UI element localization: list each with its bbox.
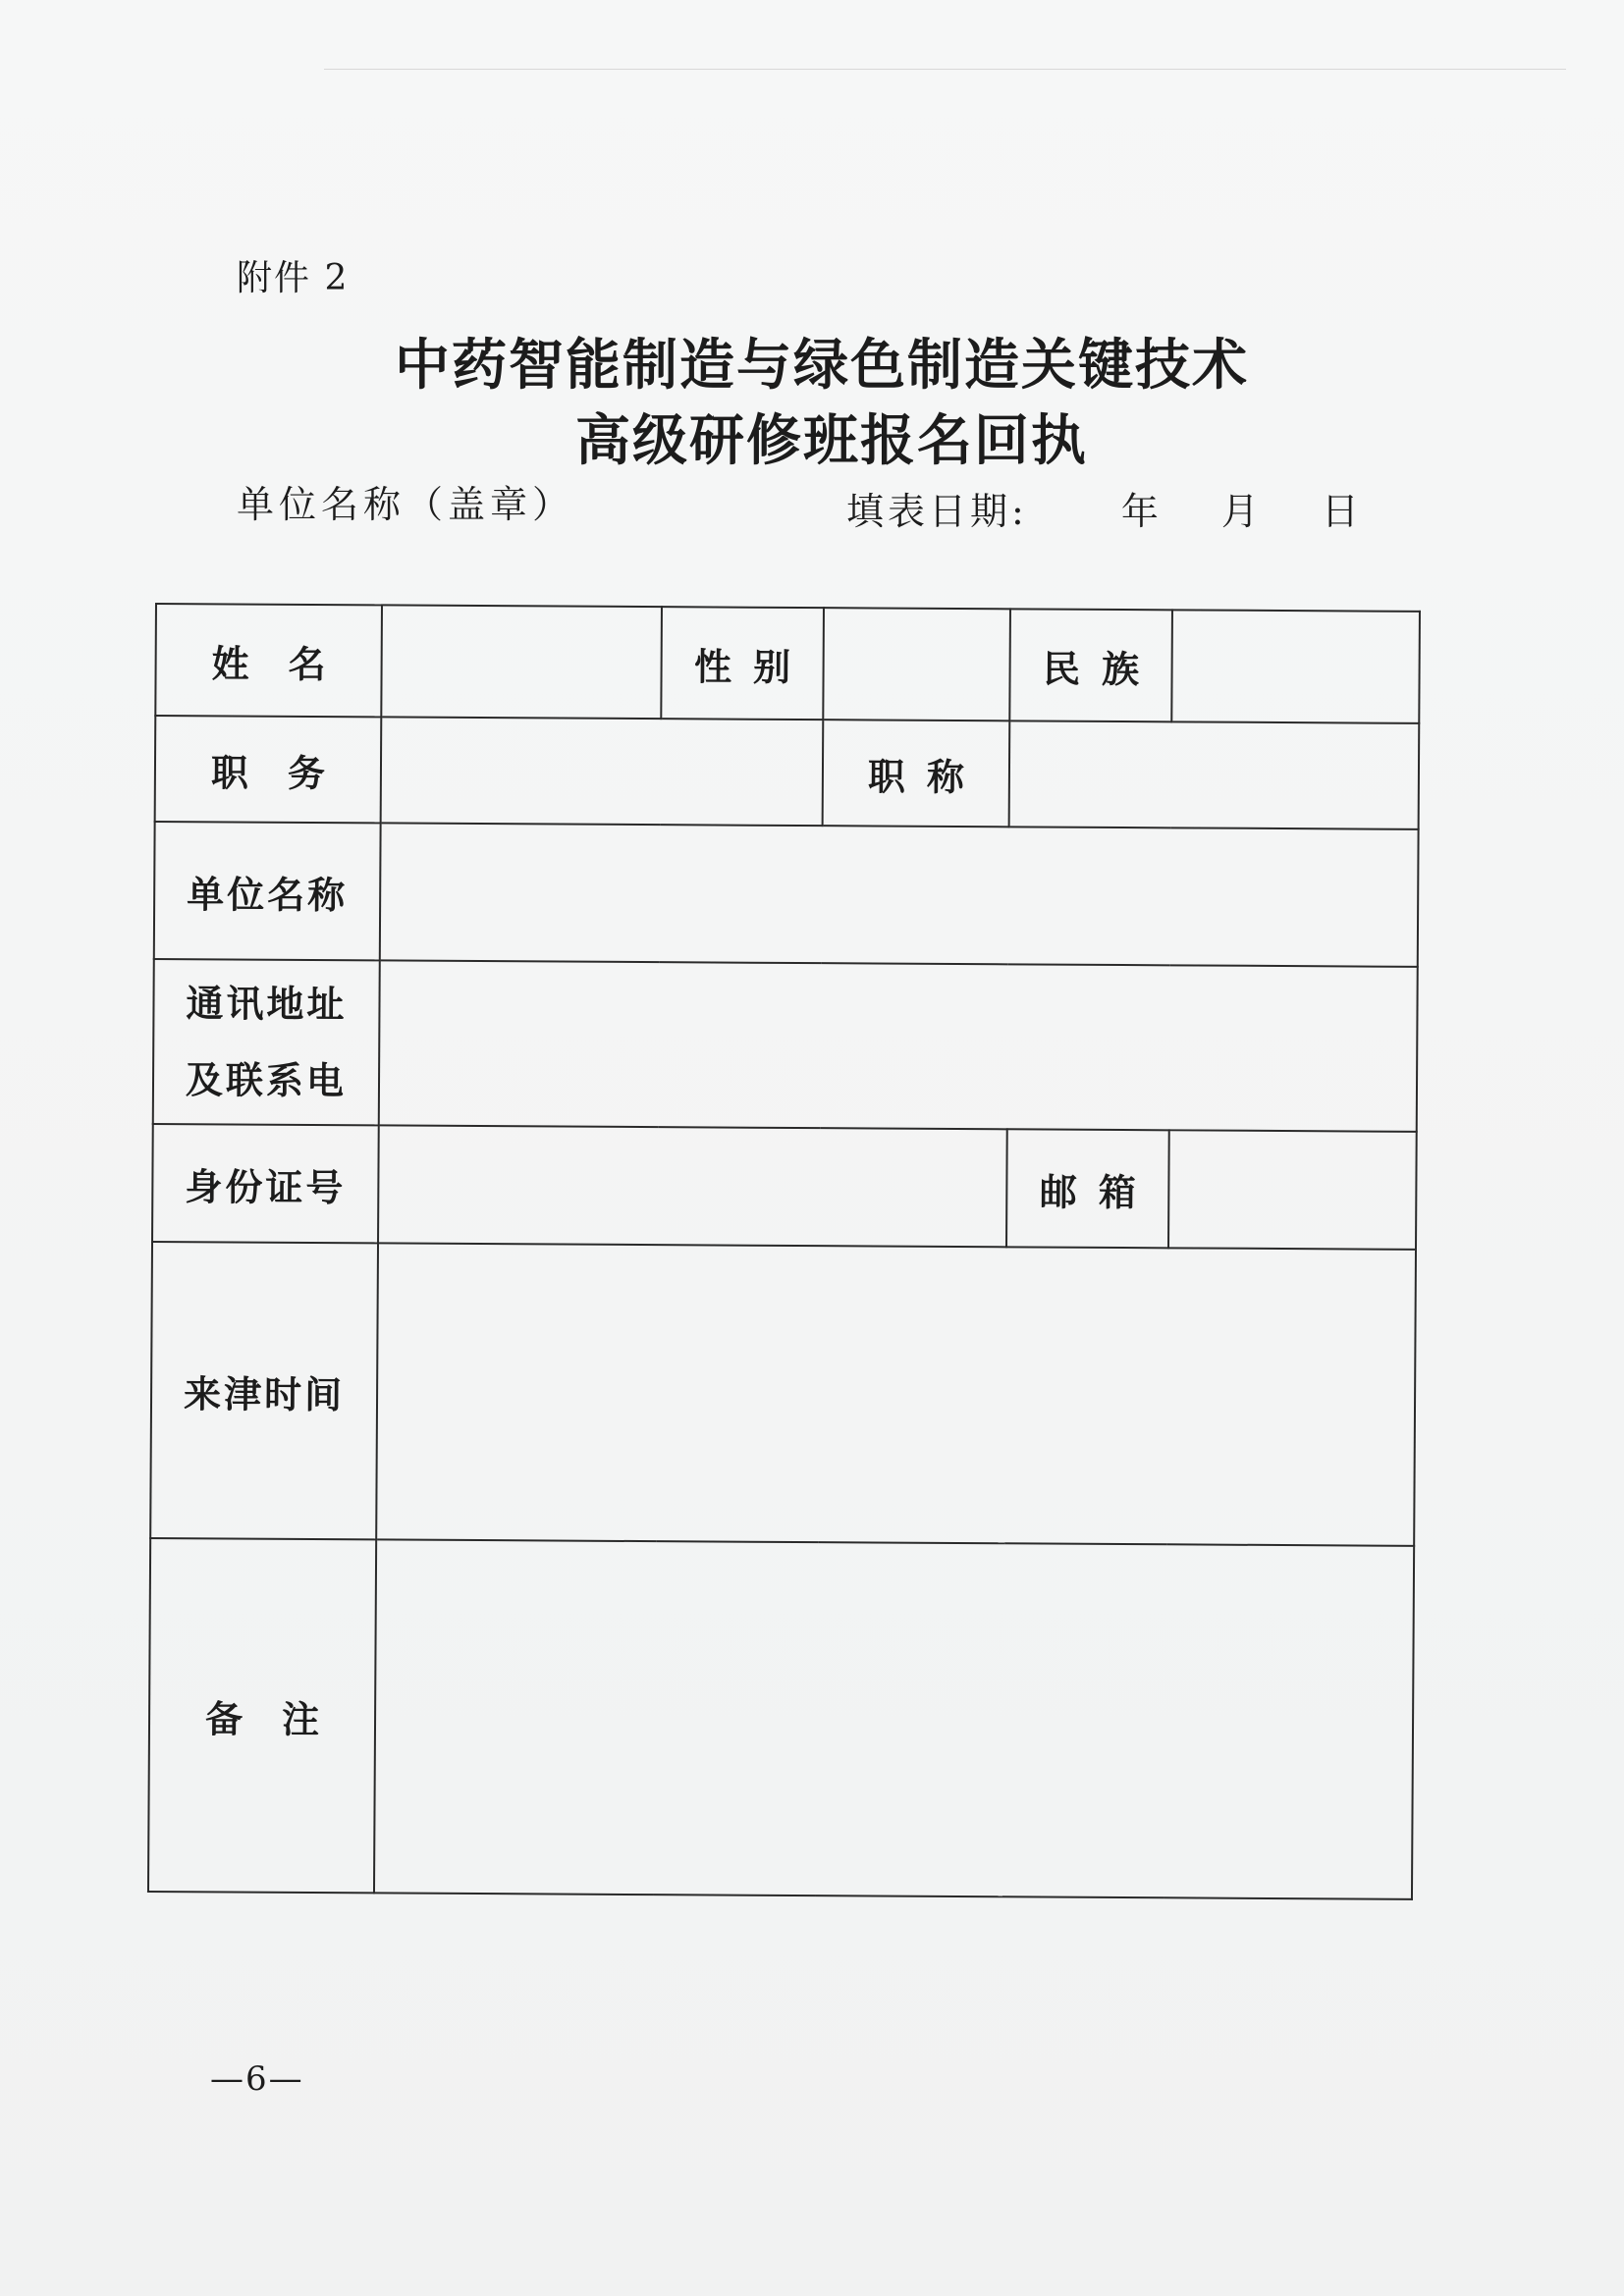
document-title-line1: 中药智能制造与绿色制造关键技术: [395, 334, 1249, 398]
form-row-id: [152, 1124, 1417, 1250]
registration-form-table: [147, 603, 1421, 1900]
name-field[interactable]: [381, 605, 662, 719]
address-label-line2: 及联系电: [185, 1058, 348, 1103]
title-label: 职称: [823, 720, 1010, 827]
remarks-field[interactable]: [374, 1539, 1414, 1898]
arrival-time-field[interactable]: [376, 1243, 1416, 1545]
form-row-name: [155, 604, 1420, 723]
fill-date-label: 填表日期:: [846, 490, 1028, 533]
ethnicity-label: 民族: [1009, 609, 1172, 721]
form-row-arrival: [150, 1242, 1416, 1546]
document-title-line2: 高级研修班报名回执: [575, 409, 1088, 473]
id-number-label: 身份证号: [152, 1124, 379, 1243]
unit-name-seal-label: 单位名称（盖章）: [237, 483, 575, 526]
gender-label: 性别: [661, 607, 824, 720]
ethnicity-field[interactable]: [1171, 610, 1420, 723]
form-row-remarks: [148, 1538, 1414, 1899]
position-label: 职务: [155, 716, 382, 823]
form-row-address: [153, 959, 1418, 1132]
name-label: 姓名: [155, 604, 382, 717]
organization-field[interactable]: [380, 823, 1419, 966]
job-title-field[interactable]: [1009, 721, 1420, 829]
position-field[interactable]: [381, 717, 824, 826]
address-label-line1: 通讯地址: [186, 982, 348, 1027]
page-number: —6—: [210, 2059, 304, 2099]
gender-field[interactable]: [823, 608, 1010, 721]
form-row-position: [155, 716, 1420, 829]
attachment-label: 附件 2: [237, 258, 350, 298]
email-field[interactable]: [1168, 1130, 1417, 1250]
address-phone-field[interactable]: [379, 960, 1418, 1131]
id-number-field[interactable]: [378, 1125, 1007, 1247]
organization-label: 单位名称: [154, 822, 381, 960]
top-rule: [324, 69, 1566, 70]
remarks-label: 备注: [148, 1538, 376, 1893]
form-row-organization: [154, 822, 1419, 967]
month-label: 月: [1220, 490, 1263, 533]
arrival-time-label: 来津时间: [150, 1242, 378, 1539]
day-label: 日: [1321, 490, 1363, 533]
year-label: 年: [1120, 490, 1163, 533]
email-label: 邮箱: [1006, 1129, 1169, 1248]
address-phone-label: [153, 959, 380, 1125]
fill-date-row: [846, 481, 1363, 535]
